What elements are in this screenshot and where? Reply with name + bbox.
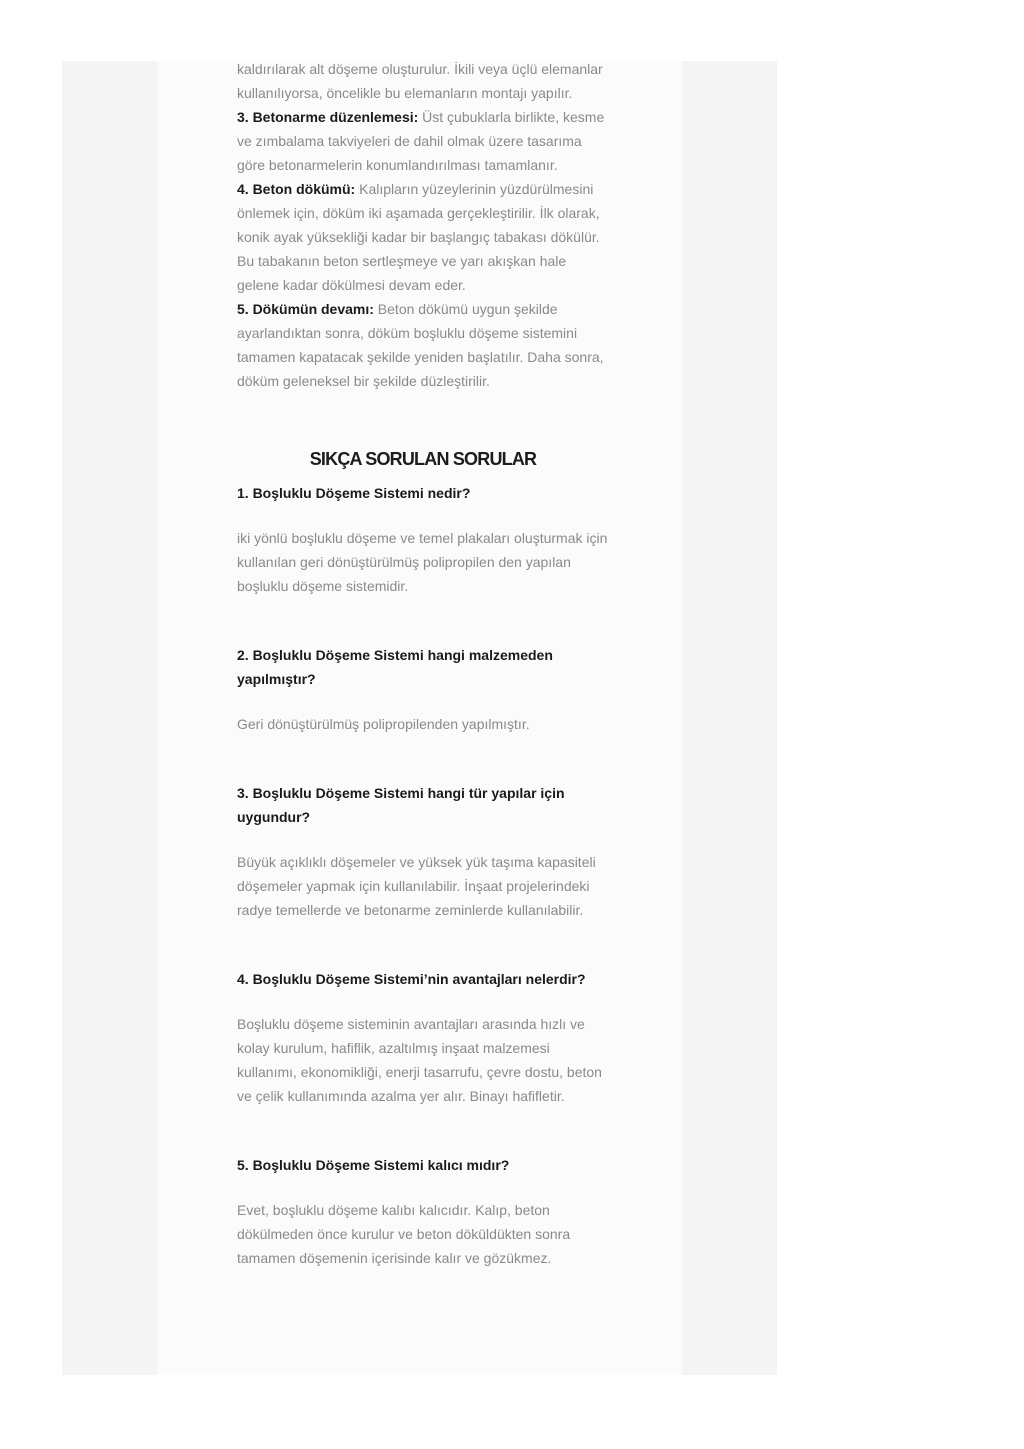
faq-answer: Büyük açıklıklı döşemeler ve yüksek yük taşıma kapasiteli döşemeler yapmak için kullanılabilir. İnşaat projelerindeki radye temellerde ve betonarme zeminlerde kullanılabilir. — [237, 854, 596, 918]
faq-item — [237, 1153, 609, 1270]
step-3-title: 3. Betonarme düzenlemesi: — [237, 109, 419, 125]
faq-question: 4. Boşluklu Döşeme Sistemi’nin avantajları nelerdir? — [237, 971, 586, 987]
step-3 — [237, 105, 609, 177]
faq-question: 1. Boşluklu Döşeme Sistemi nedir? — [237, 485, 471, 501]
step-5-text: Beton dökümü uygun şekilde ayarlandıktan sonra, döküm boşluklu döşeme sistemini tamamen kapatacak şekilde yeniden başlatılır. Daha sonra, döküm geleneksel bir şekilde düzleştirilir. — [237, 301, 604, 389]
step-4-title: 4. Beton dökümü: — [237, 181, 356, 197]
article-body — [237, 57, 609, 1315]
faq-answer: Geri dönüştürülmüş polipropilenden yapılmıştır. — [237, 716, 530, 732]
page-frame — [62, 61, 777, 1375]
faq-item — [237, 781, 609, 922]
faq-item — [237, 643, 609, 736]
faq-question: 5. Boşluklu Döşeme Sistemi kalıcı mıdır? — [237, 1157, 510, 1173]
content-panel — [157, 61, 682, 1375]
step-5 — [237, 297, 609, 393]
faq-answer: Boşluklu döşeme sisteminin avantajları arasında hızlı ve kolay kurulum, hafiflik, azaltılmış inşaat malzemesi kullanımı, ekonomikliği, enerji tasarrufu, çevre dostu, beton ve çelik kullanımında azalma yer alır. Binayı hafifletir. — [237, 1016, 602, 1104]
step-5-title: 5. Dökümün devamı: — [237, 301, 374, 317]
faq-question: 3. Boşluklu Döşeme Sistemi hangi tür yapılar için uygundur? — [237, 785, 565, 825]
faq-question: 2. Boşluklu Döşeme Sistemi hangi malzemeden yapılmıştır? — [237, 647, 553, 687]
step-4-text: Kalıpların yüzeylerinin yüzdürülmesini önlemek için, döküm iki aşamada gerçekleştirilir. İlk olarak, konik ayak yüksekliği kadar bir başlangıç tabakası dökülür. Bu tabakanın beton sertleşmeye ve yarı akışkan hale gelene kadar dökülmesi devam eder. — [237, 181, 600, 293]
step-3-text: Üst çubuklarla birlikte, kesme ve zımbalama takviyeleri de dahil olmak üzere tasarıma göre betonarmelerin konumlandırılması tamamlanır. — [237, 109, 605, 173]
intro-continuation: kaldırılarak alt döşeme oluşturulur. İkili veya üçlü elemanlar kullanılıyorsa, öncelikle bu elemanların montajı yapılır. — [237, 61, 603, 101]
step-4 — [237, 177, 609, 297]
faq-item — [237, 967, 609, 1108]
faq-answer: iki yönlü boşluklu döşeme ve temel plakaları oluşturmak için kullanılan geri dönüştürülmüş polipropilen den yapılan boşluklu döşeme sistemidir. — [237, 530, 608, 594]
faq-item — [237, 481, 609, 598]
faq-answer: Evet, boşluklu döşeme kalıbı kalıcıdır. Kalıp, beton dökülmeden önce kurulur ve beton döküldükten sonra tamamen döşemenin içerisinde kalır ve gözükmez. — [237, 1202, 571, 1266]
faq-heading: SIKÇA SORULAN SORULAR — [309, 449, 537, 469]
